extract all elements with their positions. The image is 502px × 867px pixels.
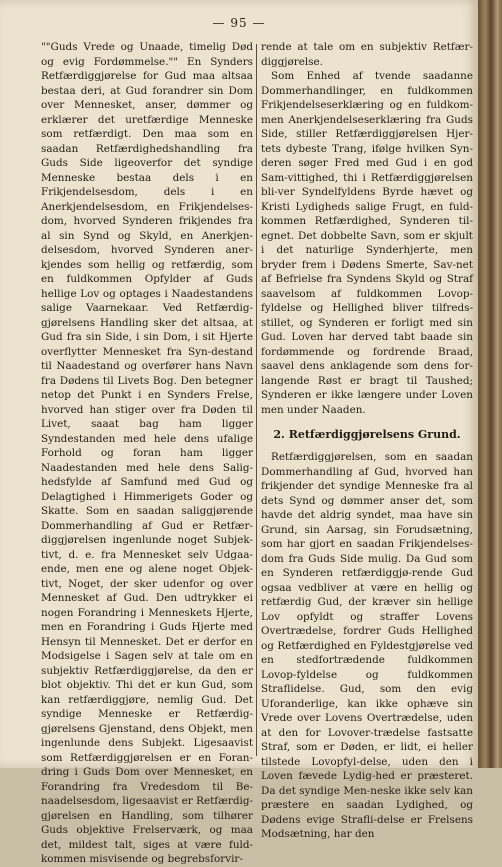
right-paragraph: Som Enhed af tvende saadanne Dommerhandlinger, en fuldkommen Frikjendelseserklæring og en fuldkom-men Anerkjendelseserklæring fra Guds Side, stiller Retfærdiggjørelsen Hjer-tets dybeste Trang, ifølge hvilken Syn-deren søger Fred med Gud i en god Sam-vittighed, thi i Retfærdiggjørelsen bli-ver Syndelfyldens Byrde hævet og Kristi Lydigheds salige Frugt, en fuld-kommen Retfærdighed, Synderen til-egnet. Det dobbelte Savn, som er skjult i det naturlige Synderhjerte, men bryder frem i Dødens Smerte, Sav-net af Befrielse fra Syndens Skyld og Straf saavelsom af fuldkommen Lovop-fyldelse og Hellighed bliver tilfreds-stillet, og Synderen er forligt med sin Gud. Loven har derved tabt baade sin fordømmende og fordrende Braad, saavel dens anklagende som dens for-langende Røst er bragt til Taushed; Synderen er ikke længere under Loven men under Naaden. xyxy=(261,70,473,416)
page-number: — 95 — xyxy=(212,16,266,30)
book-page-edge xyxy=(478,0,502,768)
left-column xyxy=(41,40,253,867)
right-paragraph-section: Retfærdiggjørelsen, som en saadan Dommerhandling af Gud, hvorved han frikjender det syndige Menneske fra al dets Synd og dømmer anser det, som havde det aldrig syndet, maa have sin Grund, sin Aarsag, sin Forudsætning, som har gjort en saadan Frikjendelses-dom fra Guds Side mulig. Da Gud som en Synderen retfærdiggjø-rende Gud ogsaa vedbliver at være en hellig og retfærdig Gud, der kræver sin hellige Lov opfyldt og straffer Lovens Overtrædelse, fordrer Guds Hellighed og Retfærdighed en Fyldestgjørelse ved en stedfortrædende fuldkommen Lovop-fyldelse og fuldkommen Straflidelse. Gud, som den evig Uforanderlige, kan ikke ophæve sin Vrede over Lovens Overtrædelse, uden at den for Lovover-trædelse fastsatte Straf, som er Døden, er lidt, ei heller tilstede Lovopfyl-delse, uden den i Loven fævede Lydig-hed er præsteret. Da det syndige Men-neske ikke selv kan præstere en saadan Lydighed, og Dødens evige Strafli-delse er Frelsens Modsætning, har den xyxy=(261,451,473,840)
section-heading: 2. Retfærdiggjørelsens Grund. xyxy=(273,428,461,441)
column-divider xyxy=(256,44,257,756)
left-paragraph: ""Guds Vrede og Unaade, timelig Død og evig Fordømmelse."" En Synders Retfærdiggjørelse for Gud maa altsaa bestaa deri, at Gud forandrer sin Dom over Mennesket, anser, dømmer og erklærer det uretfærdige Menneske som retfærdigt. Den maa som en saadan Retfærdighedshandling fra Guds Side ligeoverfor det syndige Menneske bestaa dels i en Frikjendelsesdom, dels i en Anerkjendelsesdom, en Frikjendelses-dom, hvorved Synderen frikjendes fra al sin Synd og Skyld, en Anerkjen-delsesdom, hvorved Synderen aner-kjendes som hellig og retfærdig, som en fuldkommen Opfylder af Guds hellige Lov og optages i Naadestandens salige Vaarnekaar. Ved Retfærdig-gjørelsens Handling sker det altsaa, at Gud fra sin Side, i sin Dom, i sit Hjerte overflytter Mennesket fra Syn-destand til Naadestand og overfører hans Navn fra Dødens til Livets Bog. Den betegner netop det Punkt i en Synders Frelse, hvorved han stiger over fra Døden til Livet, saaat bag ham ligger Syndestanden med hele dens ufalige Forhold og foran ham ligger Naadestanden med hele dens Salig-hedsfylde af Samfund med Gud og Delagtighed i Himmerigets Goder og Skatte. Som en saadan saliggjørende Dommerhandling af Gud er Retfær-diggjørelsen ingenlunde noget Subjek-tivt, d. e. fra Mennesket selv Udgaa-ende, men ene og alene noget Objek-tivt, Noget, der sker udenfor og over Mennesket af Gud. Den udtrykker ei nogen Forandring i Menneskets Hjerte, men en Forandring i Guds Hjerte med Hensyn til Mennesket. Det er derfor en Modsigelse i Sagen selv at tale om en subjektiv Retfærdiggjørelse, da den er blot objektiv. Thi det er kun Gud, som kan retfærdiggjøre, nemlig Gud. Det syndige Menneske er Retfærdig-gjørelsens Gjenstand, dens Objekt, men ingenlunde dens Subjekt. Ligesaavist som Retfærdiggjørelsen er en Foran-dring i Guds Dom over Mennesket, en Forandring fra Vredesdom til Be-naadelsesdom, ligesaavist er Retfærdig-gjørelsen en Handling, som tilhører Guds objektive Frelserværk, og maa det, mildest talt, siges at være fuld-kommen misvisende og begrebsforvir- xyxy=(41,41,253,865)
right-column xyxy=(261,40,473,842)
right-paragraph-continued: rende at tale om en subjektiv Retfær-diggjørelse. xyxy=(261,41,473,68)
